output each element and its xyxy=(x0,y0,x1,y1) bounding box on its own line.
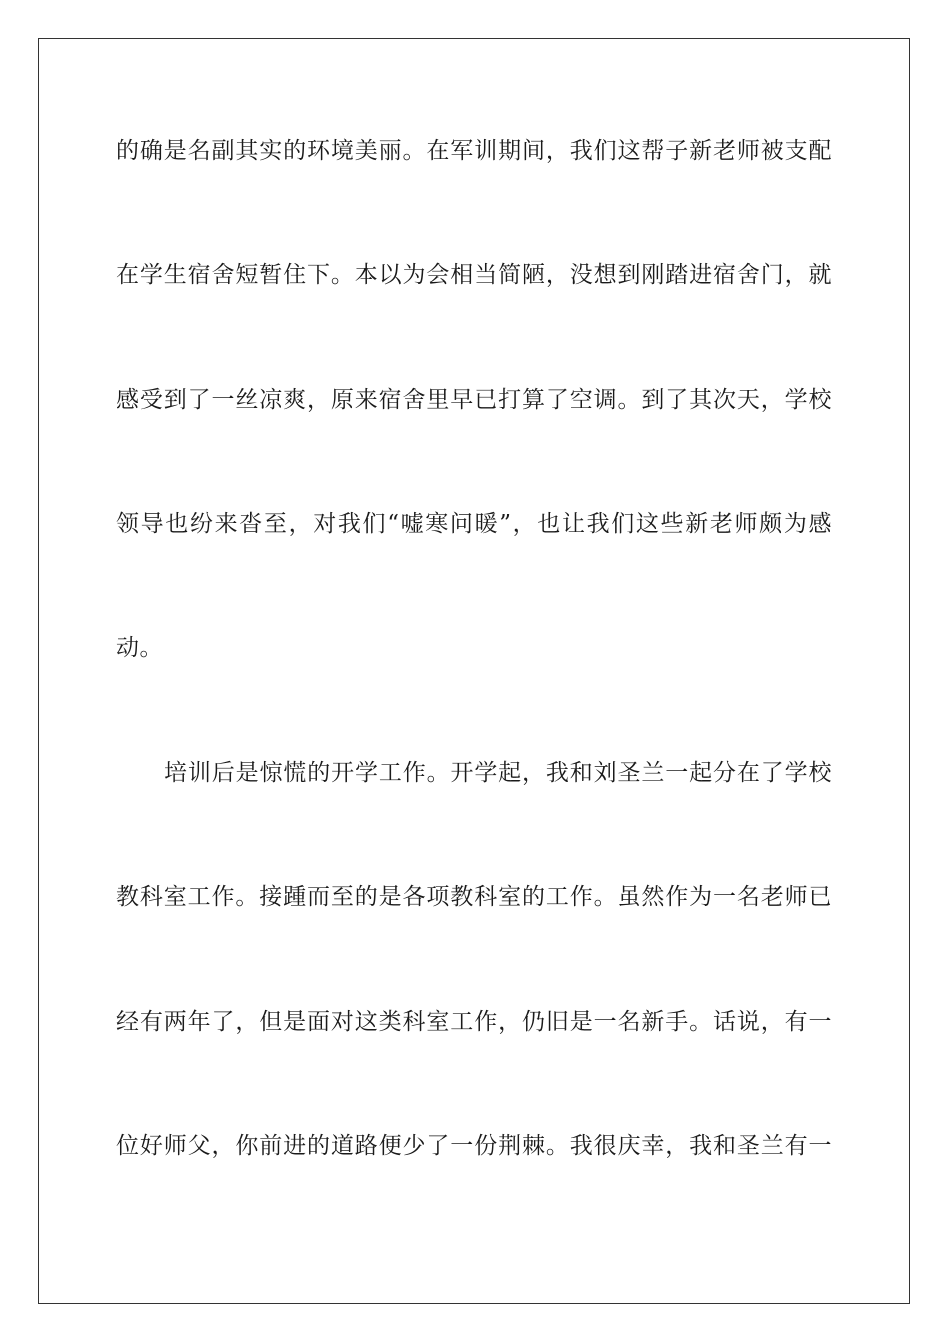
paragraph-first-line: 培训后是惊慌的开学工作。开学起，我和刘圣兰一起分在了学校 xyxy=(164,760,832,786)
text-line: 在学生宿舍短暂住下。本以为会相当简陋，没想到刚踏进宿舍门，就 xyxy=(116,262,832,288)
text-line: 的确是名副其实的环境美丽。在军训期间，我们这帮子新老师被支配 xyxy=(116,138,832,164)
text-line: 动。 xyxy=(116,635,163,661)
text-line: 感受到了一丝凉爽，原来宿舍里早已打算了空调。到了其次天，学校 xyxy=(116,387,832,413)
text-line: 领导也纷来沓至，对我们“嘘寒问暖”，也让我们这些新老师颇为感 xyxy=(116,511,832,537)
page-border xyxy=(38,38,910,1304)
text-line: 位好师父，你前进的道路便少了一份荆棘。我很庆幸，我和圣兰有一 xyxy=(116,1133,832,1159)
text-line: 经有两年了，但是面对这类科室工作，仍旧是一名新手。话说，有一 xyxy=(116,1009,832,1035)
text-line: 教科室工作。接踵而至的是各项教科室的工作。虽然作为一名老师已 xyxy=(116,884,832,910)
